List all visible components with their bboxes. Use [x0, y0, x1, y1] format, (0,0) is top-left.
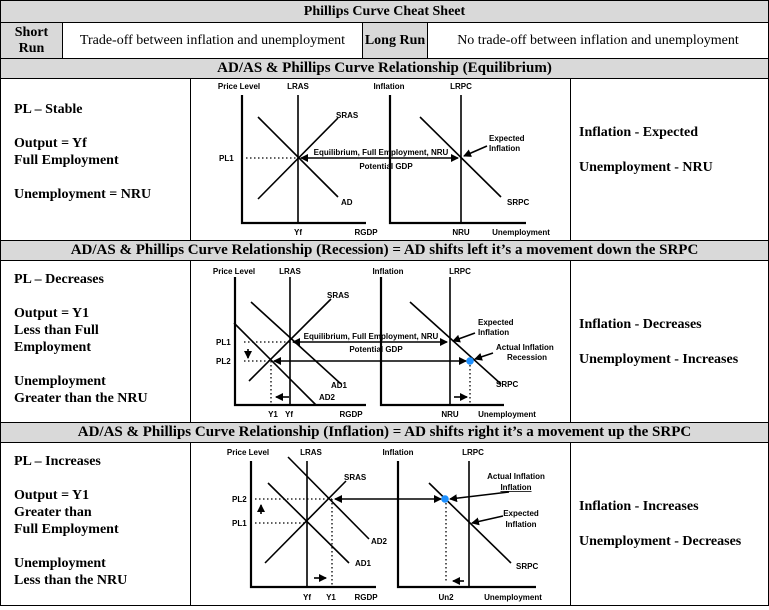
diagram-label: Potential GDP — [359, 162, 413, 171]
diagram-label: SRPC — [496, 380, 519, 389]
left-line — [14, 538, 190, 555]
diagram-label: PL2 — [216, 357, 231, 366]
diagram-label: Unemployment — [484, 593, 542, 602]
left-line: PL – Stable — [14, 102, 83, 117]
page-title: Phillips Curve Cheat Sheet — [0, 0, 769, 23]
diagram-label: LRAS — [279, 267, 301, 276]
diagram-label: Un2 — [438, 593, 454, 602]
right-line: Inflation - Decreases — [579, 316, 702, 332]
diagram-label: Unemployment — [492, 228, 550, 237]
section-inflation-left — [0, 442, 191, 606]
diagram-label: PL1 — [219, 154, 234, 163]
diagram-label: Yf — [294, 228, 302, 237]
left-line: Unemployment — [14, 374, 106, 389]
diagram-line — [255, 499, 332, 585]
diagram-label: Y1 — [268, 410, 278, 419]
right-line: Inflation - Expected — [579, 125, 698, 140]
left-line: Less than the NRU — [14, 573, 128, 588]
phillips-graph — [372, 267, 553, 419]
section-header-equilibrium: AD/AS & Phillips Curve Relationship (Equilibrium) — [0, 58, 769, 79]
left-line: Unemployment = NRU — [14, 187, 152, 202]
diagram-label: Potential GDP — [349, 345, 403, 354]
section-equilibrium-left — [0, 78, 191, 241]
diagram-label: Yf — [303, 593, 311, 602]
left-line: Full Employment — [14, 522, 119, 537]
left-line — [14, 288, 190, 305]
adas-graph — [227, 448, 388, 602]
diagram-label: LRAS — [287, 82, 309, 91]
diagram-label: AD2 — [371, 537, 388, 546]
diagram-label: Inflation — [373, 82, 405, 91]
recession-diagram — [190, 260, 571, 423]
equilibrium-diagram — [190, 78, 571, 241]
diagram-label: PL1 — [232, 519, 247, 528]
diagram-line — [450, 492, 509, 499]
diagram-line — [410, 302, 501, 384]
diagram-label: RGDP — [339, 410, 363, 419]
diagram-label: Yf — [285, 410, 293, 419]
diagram-label: NRU — [452, 228, 470, 237]
diagram-label: Price Level — [226, 448, 270, 457]
left-line: Full Employment — [14, 153, 119, 168]
section-equilibrium-right — [570, 78, 769, 241]
diagram-label: SRPC — [516, 562, 539, 571]
phillips-graph — [382, 448, 545, 602]
left-line — [14, 470, 190, 487]
section-recession-right — [570, 260, 769, 423]
adas-graph — [213, 267, 366, 419]
diagram-label: SRAS — [336, 111, 359, 120]
diagram-label: Inflation — [372, 267, 404, 276]
diagram-label: NRU — [441, 410, 459, 419]
long-run-text: No trade-off between inflation and unemployment — [427, 22, 769, 59]
inflation-diagram — [190, 442, 571, 606]
diagram-label: SRPC — [507, 198, 530, 207]
diagram-line — [251, 302, 341, 384]
diagram-label: SRAS — [344, 473, 367, 482]
right-line: Unemployment - NRU — [579, 160, 713, 175]
diagram-label: LRAS — [300, 448, 322, 457]
left-line — [14, 356, 190, 373]
diagram-label: AD1 — [331, 381, 348, 390]
diagram-label: AD1 — [355, 559, 372, 568]
left-line: Output = Y1 — [14, 488, 90, 503]
diagram-label: RGDP — [354, 593, 378, 602]
long-run-label: Long Run — [362, 22, 428, 59]
left-line: PL – Increases — [14, 454, 101, 469]
left-line: Employment — [14, 340, 91, 355]
diagram-label: Equilibrium, Full Employment, NRU — [313, 148, 449, 157]
diagram-label: Price Level — [212, 267, 256, 276]
adas-graph — [218, 82, 378, 237]
diagram-label: LRPC — [450, 82, 472, 91]
diagram-label: Price Level — [217, 82, 261, 91]
right-line: Unemployment - Decreases — [579, 534, 742, 549]
diagram-label: Expected — [478, 318, 514, 327]
diagram-line — [453, 333, 475, 341]
diagram-label: Expected — [503, 509, 539, 518]
left-line — [14, 169, 190, 186]
diagram-label: Actual Inflation — [496, 343, 554, 352]
diagram-label: Actual Inflation — [487, 472, 545, 481]
diagram-label: RGDP — [354, 228, 378, 237]
section-recession-left — [0, 260, 191, 423]
diagram-label: Inflation — [500, 483, 532, 492]
diagram-label: Recession — [507, 353, 548, 362]
right-line: Unemployment - Increases — [579, 351, 739, 367]
diagram-line — [429, 483, 511, 563]
diagram-label: AD — [341, 198, 353, 207]
diagram-label: Y1 — [326, 593, 336, 602]
short-run-label: Short Run — [0, 22, 63, 59]
diagram-line — [475, 353, 493, 359]
diagram-label: LRPC — [449, 267, 471, 276]
left-line: Output = Y1 — [14, 306, 90, 321]
actual-inflation-dot — [466, 357, 474, 365]
left-line: Less than Full — [14, 323, 99, 338]
diagram-line — [390, 95, 526, 223]
phillips-graph — [373, 82, 550, 237]
diagram-label: Inflation — [382, 448, 414, 457]
diagram-label: SRAS — [327, 291, 350, 300]
diagram-line — [265, 481, 346, 563]
left-line: Unemployment — [14, 556, 106, 571]
section-header-inflation: AD/AS & Phillips Curve Relationship (Inflation) = AD shifts right it’s a movement up the SRPC — [0, 422, 769, 443]
diagram-line — [472, 516, 503, 523]
right-line: Inflation - Increases — [579, 499, 699, 514]
diagram-label: AD2 — [319, 393, 336, 402]
diagram-label: Inflation — [478, 328, 510, 337]
diagram-label: Inflation — [489, 144, 521, 153]
diagram-line — [381, 277, 504, 405]
diagram-label: Inflation — [505, 520, 537, 529]
diagram-label: Equilibrium, Full Employment, NRU — [303, 332, 439, 341]
left-line: PL – Decreases — [14, 272, 104, 287]
left-line: Greater than the NRU — [14, 391, 148, 406]
actual-inflation-dot — [441, 495, 449, 503]
section-header-recession: AD/AS & Phillips Curve Relationship (Recession) = AD shifts left it’s a movement down the SRPC — [0, 240, 769, 261]
left-line: Output = Yf — [14, 136, 87, 151]
section-inflation-right — [570, 442, 769, 606]
diagram-label: PL2 — [232, 495, 247, 504]
diagram-label: LRPC — [462, 448, 484, 457]
diagram-label: PL1 — [216, 338, 231, 347]
diagram-line — [464, 146, 487, 156]
left-line: Greater than — [14, 505, 92, 520]
diagram-label: Unemployment — [478, 410, 536, 419]
diagram-label: Expected — [489, 134, 525, 143]
left-line — [14, 118, 190, 135]
short-run-text: Trade-off between inflation and unemployment — [62, 22, 363, 59]
